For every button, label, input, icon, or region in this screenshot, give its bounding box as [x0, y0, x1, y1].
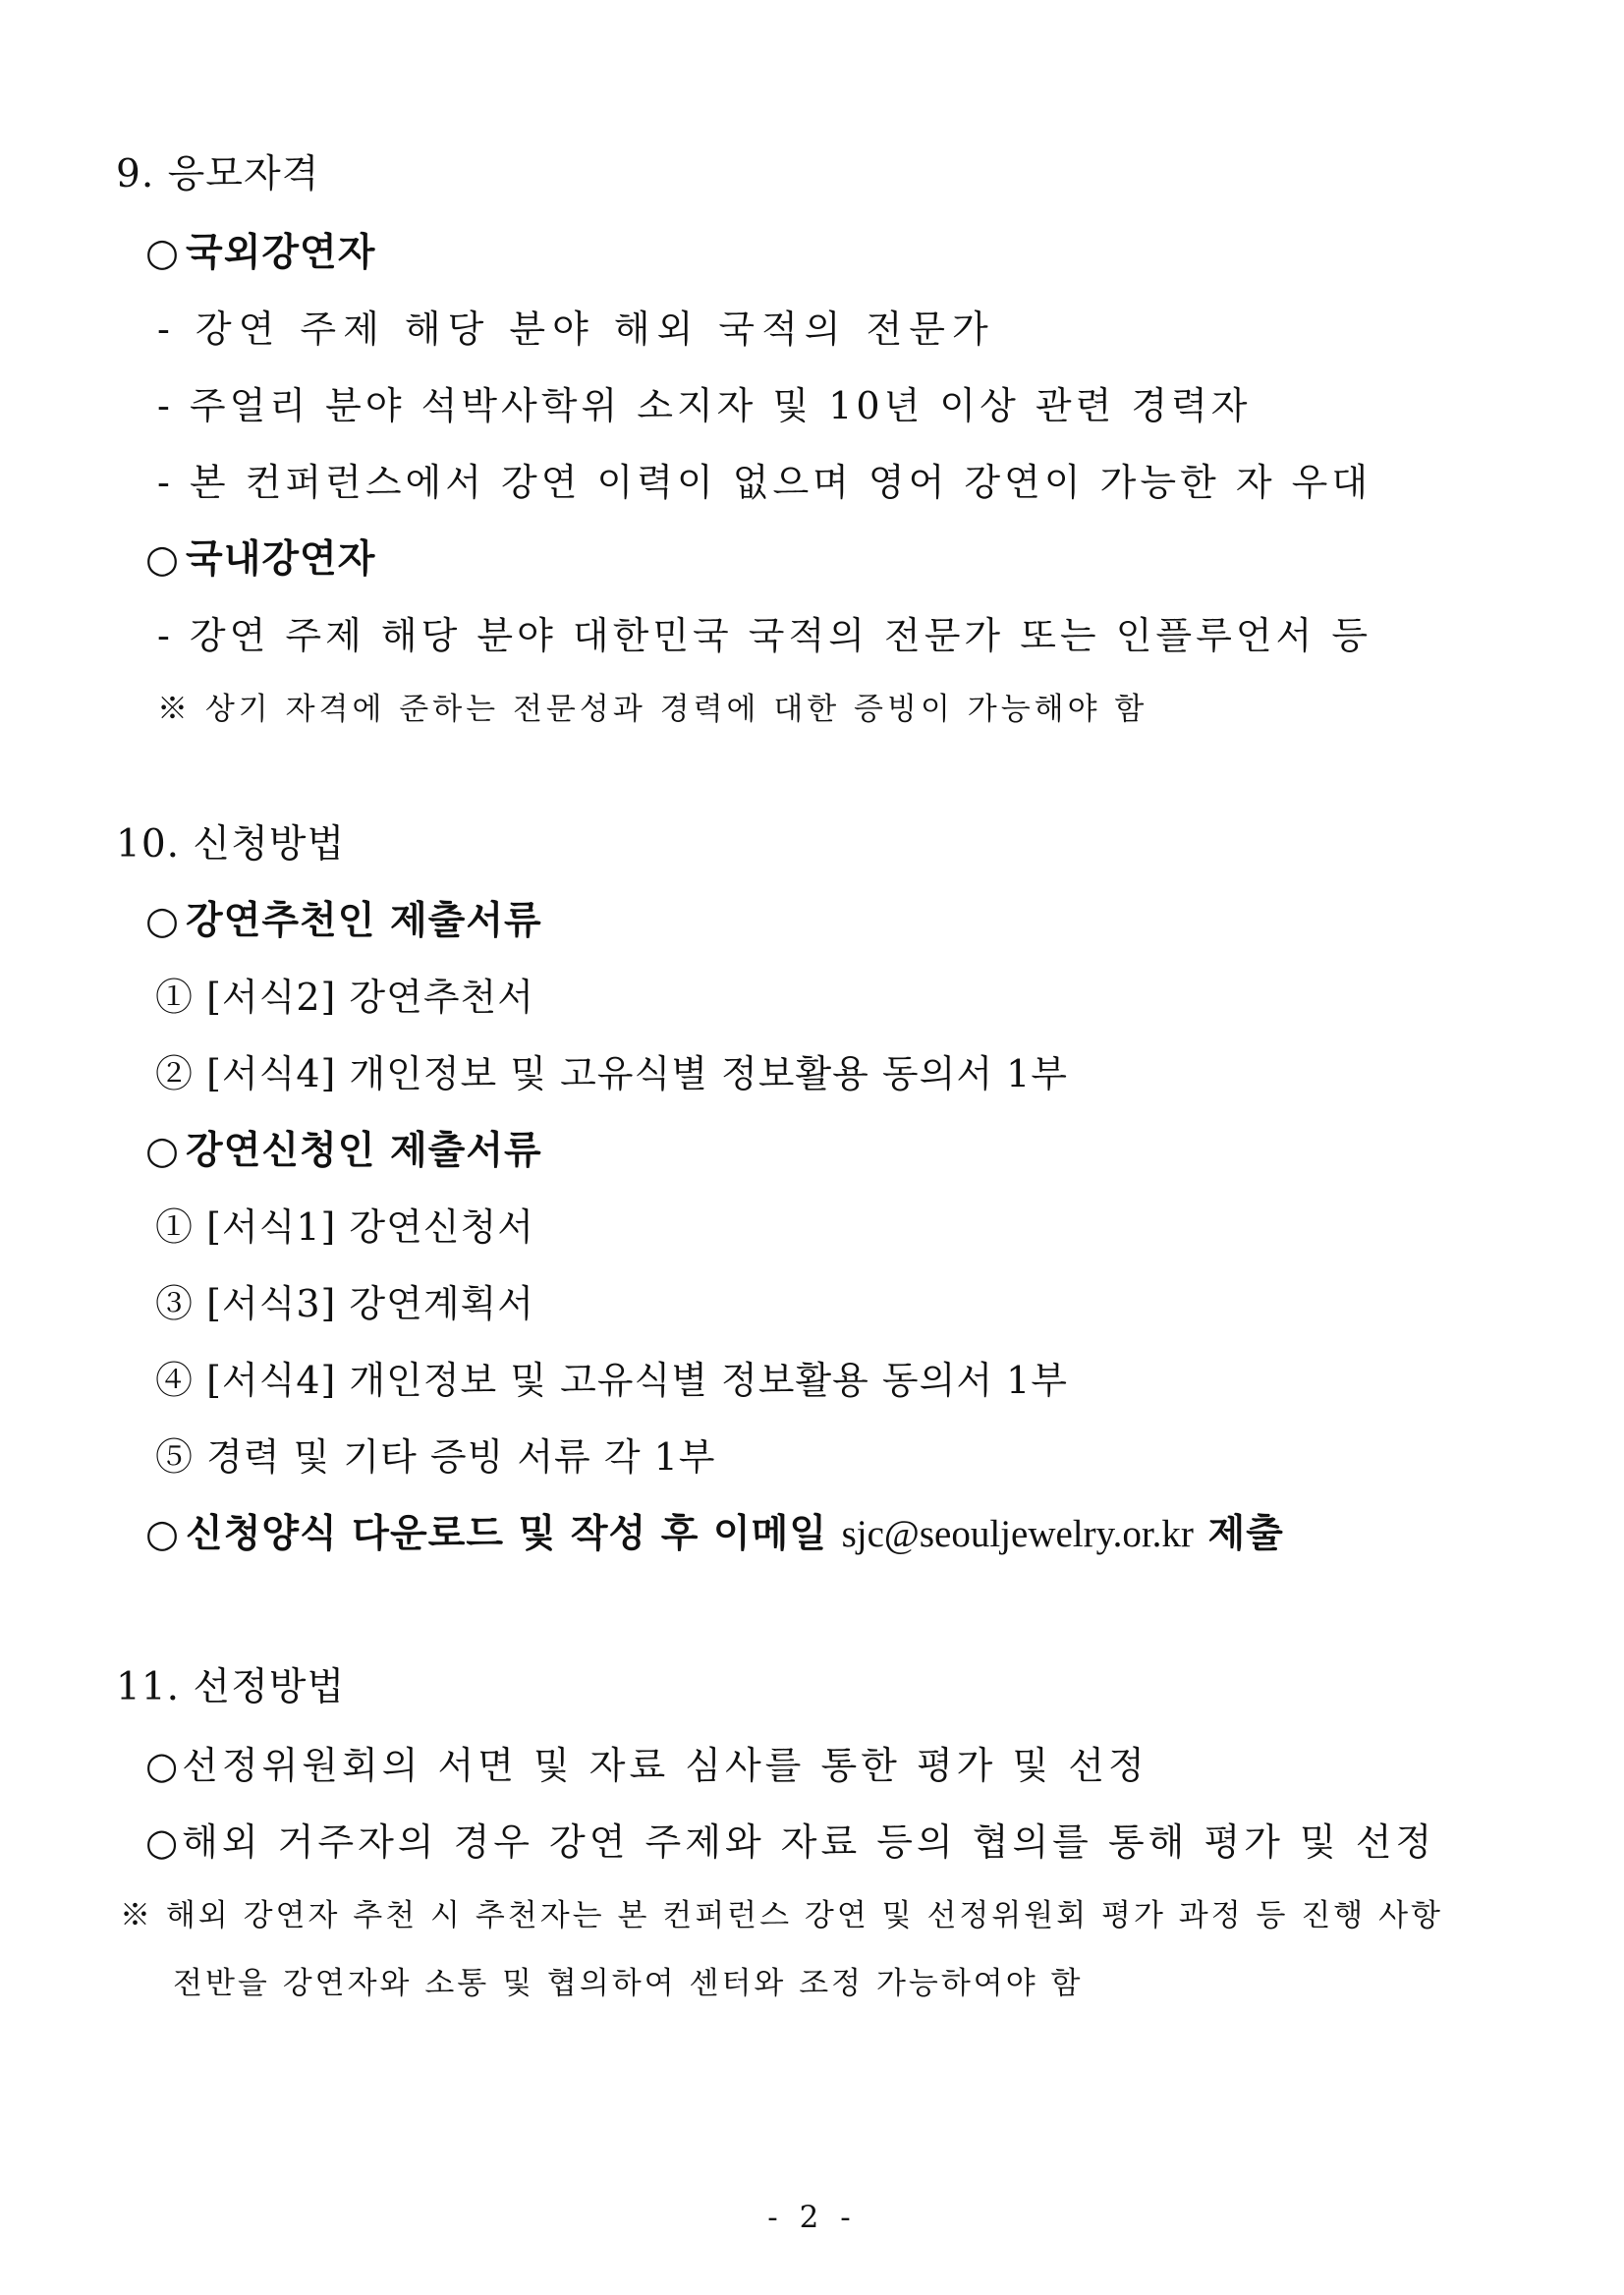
list-item: ○해외 거주자의 경우 강연 주제와 자료 등의 협의를 통해 평가 및 선정	[145, 1820, 1436, 1864]
list-item: - 주얼리 분야 석박사학위 소지자 및 10년 이상 관련 경력자	[157, 384, 1252, 427]
list-item: - 강연 주제 해당 분야 해외 국적의 전문가	[157, 308, 995, 351]
circle-bullet-icon: ○	[145, 1129, 181, 1173]
subsection-label: 국외강연자	[186, 230, 376, 275]
subsection-submission-instruction	[145, 1511, 1284, 1556]
section-11-title: 11. 선정방법	[116, 1665, 346, 1709]
subsection-applicant-documents	[145, 1128, 542, 1173]
subsection-recommender-documents	[145, 898, 542, 943]
page-number: - 2 -	[767, 2200, 857, 2235]
email-link[interactable]: sjc@seouljewelry.or.kr	[841, 1513, 1194, 1555]
subsection-label: 국내강연자	[186, 536, 376, 582]
selection-note-line-2: 전반을 강연자와 소통 및 협의하여 센터와 조정 가능하여야 함	[173, 1966, 1084, 2001]
list-item: - 강연 주제 해당 분야 대한민국 국적의 전문가 또는 인플루언서 등	[157, 614, 1372, 657]
submission-text-end: 제출	[1193, 1511, 1284, 1556]
list-item: ⑤ 경력 및 기타 증빙 서류 각 1부	[155, 1435, 716, 1479]
list-item: ○선정위원회의 서면 및 자료 심사를 통한 평가 및 선정	[145, 1744, 1148, 1787]
qualification-note: ※ 상기 자격에 준하는 전문성과 경력에 대한 증빙이 가능해야 함	[157, 692, 1148, 727]
circle-bullet-icon: ○	[145, 537, 181, 582]
section-9-title: 9. 응모자격	[116, 152, 320, 196]
subsection-label: 강연추천인 제출서류	[186, 898, 542, 943]
list-item: - 본 컨퍼런스에서 강연 이력이 없으며 영어 강연이 가능한 자 우대	[157, 461, 1372, 504]
selection-note-line-1: ※ 해외 강연자 추천 시 추천자는 본 컨퍼런스 강연 및 선정위원회 평가 과정 등 진행 사항	[120, 1898, 1443, 1933]
circle-bullet-icon: ○	[145, 1512, 181, 1556]
list-item: ② [서식4] 개인정보 및 고유식별 정보활용 동의서 1부	[155, 1052, 1069, 1095]
subsection-overseas-speaker	[145, 230, 376, 275]
list-item: ④ [서식4] 개인정보 및 고유식별 정보활용 동의서 1부	[155, 1359, 1069, 1402]
circle-bullet-icon: ○	[145, 899, 181, 943]
list-item: ① [서식2] 강연추천서	[155, 976, 534, 1019]
list-item: ③ [서식3] 강연계획서	[155, 1282, 534, 1325]
section-10-title: 10. 신청방법	[116, 822, 346, 867]
list-item: ① [서식1] 강연신청서	[155, 1205, 534, 1249]
subsection-label: 강연신청인 제출서류	[186, 1128, 542, 1173]
subsection-domestic-speaker	[145, 536, 376, 582]
submission-text: 신청양식 다운로드 및 작성 후 이메일	[186, 1511, 842, 1556]
circle-bullet-icon: ○	[145, 231, 181, 275]
